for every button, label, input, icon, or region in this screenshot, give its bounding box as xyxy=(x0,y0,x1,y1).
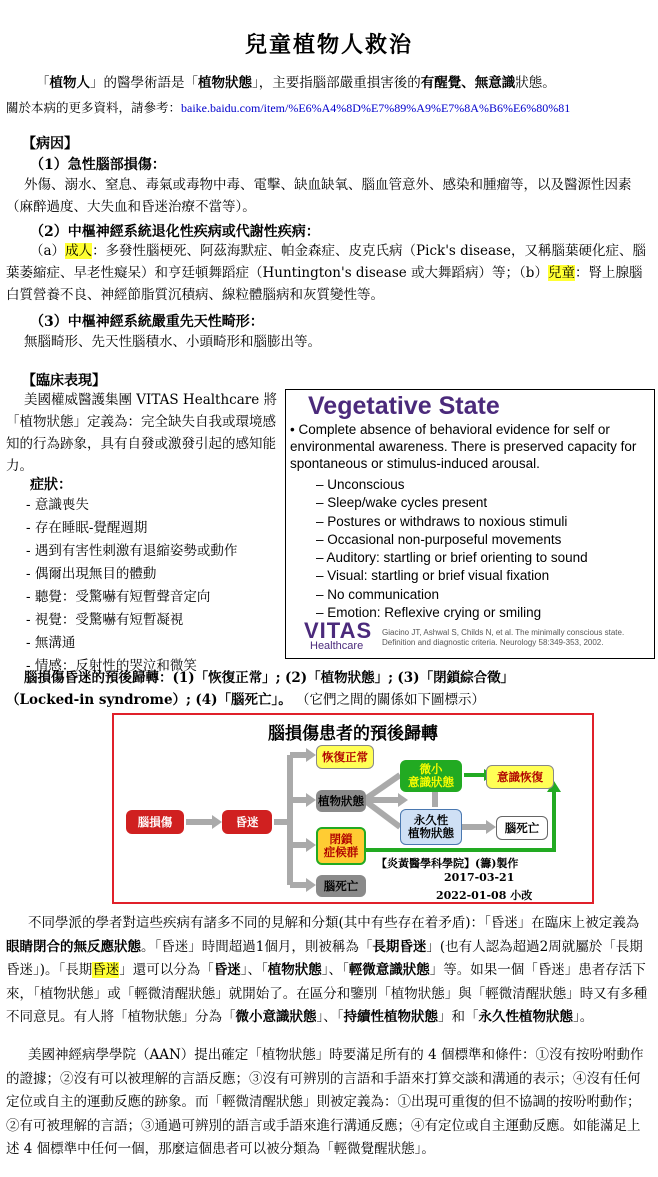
prognosis-diagram xyxy=(112,713,594,904)
symptom-item: - 情感：反射性的哭泣和微笑 xyxy=(26,658,197,674)
reference-line xyxy=(6,96,652,120)
adult-causes: ：多發性腦梗死、阿茲海默症、帕金森症、皮克氏病（Pick's disease，又稱腦葉硬化症、腦葉萎縮症、早老性癡呆）和亨廷頓舞蹈症（Huntington's disease 或大舞蹈病）等；（b） xyxy=(6,243,646,281)
vitas-item: – Emotion: Reflexive crying or smiling xyxy=(316,605,542,621)
cause-1-text: 外傷、溺水、窒息、毒氣或毒物中毒、電擊、缺血缺氧、腦血管意外、感染和腫瘤等，以及醫源性因素（麻醉過度、大失血和昏迷治療不當等）。 xyxy=(6,177,632,215)
aan-criteria-paragraph: 美國神經病學學院（AAN）提出確定「植物狀態」時要滿足所有的 4 個標準和條件：①沒有按吩咐動作的證據；②沒有可以被理解的言語反應；③沒有可辨別的言語和手語來打算交談和溝通的表示；④沒有任何定位或自主的運動反應的跡象。而「輕微清醒狀態」則被定義為：①出現可重復的但不協調的按吩咐動作；②有可被理解的言語；③通過可辨別的語言或手語來進行溝通反應；④有定位或自主運動反應。如能滿足上述 4 個標準中任何一個，那麼這個患者可以被分類為「輕微覺醒狀態」。 xyxy=(6,1047,644,1157)
page-title: 兒童植物人救治 xyxy=(244,32,413,58)
term-awake-unconscious: 有醒覺、無意識 xyxy=(420,75,516,91)
intro-text: 」，主要指腦部嚴重損害後的 xyxy=(252,75,421,91)
para-text: 」和「 xyxy=(438,1009,479,1025)
child-highlight: 兒童 xyxy=(547,265,575,281)
clinical-text: 美國權威醫護集團 VITAS Healthcare 將「植物狀態」定義為：完全缺失自我或環境感知的行為跡象，具有自發或激發引起的感知能力。 xyxy=(6,392,278,474)
reference-label: 關於本病的更多資料，請參考： xyxy=(6,100,182,115)
symptom-item: - 無溝通 xyxy=(26,635,76,651)
node-permanent-vegetative: 永久性 植物狀態 xyxy=(400,809,462,845)
vitas-item: – Unconscious xyxy=(316,477,405,492)
symptom-item: - 偶爾出現無目的體動 xyxy=(26,566,157,582)
node-locked-in: 閉鎖 症候群 xyxy=(316,827,366,865)
vitas-info-box xyxy=(285,389,655,659)
child-causes: ：腎上腺腦白質營養不良、神經節脂質沉積病、線粒體腦病和灰質變性等。 xyxy=(6,265,643,303)
classification-paragraph xyxy=(6,912,652,1030)
para-text: 」還可以分為「 xyxy=(119,962,214,978)
para-text: 」。 xyxy=(573,1009,594,1025)
intro-text: 」的醫學術語是「 xyxy=(90,75,198,91)
node-brain-death: 腦死亡 xyxy=(316,875,366,897)
para-bold: 永久性植物狀態 xyxy=(478,1009,573,1025)
para-bold: 持續性植物狀態 xyxy=(343,1009,438,1025)
symptom-item: - 意識喪失 xyxy=(26,497,89,513)
intro-text: 「 xyxy=(36,75,50,91)
prognosis-note: （它們之間的關係如下圖標示） xyxy=(296,692,486,708)
prognosis-outcome: (3)「閉鎖綜合徵」 xyxy=(397,670,515,686)
diagram-date: 2017-03-21 xyxy=(444,871,515,884)
para-bold: 昏迷 xyxy=(213,962,241,978)
para-text: 」、「 xyxy=(316,1009,344,1025)
vitas-logo-sub: Healthcare xyxy=(310,640,364,652)
vitas-citation: Giacino JT, Ashwal S, Childs N, et al. The minimally conscious state. Definition and diagnostic criteria. Neurology 58:349-353, 2002. xyxy=(382,628,625,647)
prognosis-outcome: (4)「腦死亡」。 xyxy=(195,692,292,708)
para-text: 」、「 xyxy=(240,962,268,978)
diagram-date-revised: 2022-01-08 小改 xyxy=(436,889,533,902)
para-bold: 眼睛閉合的無反應狀態 xyxy=(6,938,141,955)
prognosis-line-2 xyxy=(6,689,652,712)
prognosis-outcome: (2)「植物狀態」; xyxy=(284,670,394,686)
node-recover: 恢復正常 xyxy=(316,745,374,769)
intro-paragraph xyxy=(6,72,652,95)
node-coma: 昏迷 xyxy=(222,810,272,834)
para-text: 」等。如果一個「昏迷」患者存活下來，「植物狀態」或「輕微清醒狀態」就開始了。在區分和鑒別「植物狀態」與「輕微清醒狀態」時又有多種不同意見。有人將「植物狀態」分為「 xyxy=(6,962,648,1025)
prognosis-line xyxy=(6,667,652,690)
cause-3-text: 無腦畸形、先天性腦積水、小頭畸形和腦膨出等。 xyxy=(24,334,321,350)
vitas-item: – Occasional non-purposeful movements xyxy=(316,531,562,547)
node-consciousness-recovery: 意識恢復 xyxy=(486,765,554,789)
vitas-item: – No communication xyxy=(316,586,440,602)
diagram-title: 腦損傷患者的預後歸轉 xyxy=(268,724,438,744)
para-text: 。「昏迷」時間超過1個月，則被稱為「 xyxy=(141,938,373,955)
cause-2-a: （a） xyxy=(30,243,66,259)
diagram-credit: 【炎黃醫學科學院】(籌)製作 xyxy=(376,857,519,870)
prognosis-outcome: (1)「恢復正常」; xyxy=(172,670,281,686)
cause-1-title: （1）急性腦部損傷： xyxy=(30,157,166,173)
vitas-description: • Complete absence of behavioral evidence for self or environmental awareness. There is preserved capacity for spontaneous or stimulus-induced arousal. xyxy=(290,422,637,471)
vitas-list xyxy=(316,476,588,622)
node-brain-death-2: 腦死亡 xyxy=(496,816,548,840)
para-bold: 長期昏迷 xyxy=(372,938,427,955)
prognosis-outcome-en: （Locked-in syndrome）; xyxy=(6,692,192,708)
cause-2-title: （2）中樞神經系統退化性疾病或代謝性疾病： xyxy=(30,224,320,240)
cause-3-title: （3）中樞神經系統嚴重先天性畸形： xyxy=(30,314,264,330)
cause-2-text xyxy=(6,240,646,306)
symptom-title: 症狀： xyxy=(30,477,72,493)
vitas-logo: VITAS xyxy=(304,618,373,643)
term-vegetative-state: 植物狀態 xyxy=(198,75,252,91)
node-minimal-consciousness: 微小 意識狀態 xyxy=(400,760,462,792)
vitas-item: – Visual: startling or brief visual fixation xyxy=(316,568,550,584)
para-bold: 植物狀態 xyxy=(267,962,322,978)
vitas-item: – Sleep/wake cycles present xyxy=(316,495,488,511)
symptom-item: - 遇到有害性刺激有退縮姿勢或動作 xyxy=(26,543,238,559)
symptom-item: - 存在睡眠-覺醒週期 xyxy=(26,520,148,536)
vitas-item: – Postures or withdraws to noxious stimuli xyxy=(316,513,568,529)
vitas-title: Vegetative State xyxy=(308,392,500,420)
para-text: 不同學派的學者對這些疾病有諸多不同的見解和分類(其中有些存在着矛盾)：「昏迷」在臨床上被定義為 xyxy=(28,915,640,931)
prognosis-lead: 腦損傷昏迷的預後歸轉： xyxy=(24,670,173,686)
clinical-heading: 【臨床表現】 xyxy=(22,373,106,389)
para-highlight: 昏迷 xyxy=(92,962,120,978)
para-bold: 輕微意識狀態 xyxy=(348,962,430,978)
node-brain-injury: 腦損傷 xyxy=(126,810,184,834)
reference-link[interactable]: baike.baidu.com/item/%E6%A4%8D%E7%89%A9%E7%8A%B6%E6%80%81 xyxy=(181,101,571,115)
adult-highlight: 成人 xyxy=(65,243,93,259)
node-vegetative: 植物狀態 xyxy=(316,790,366,812)
para-text: 」(也有人認為超過2周就屬於「長期昏迷」)。「長期 xyxy=(6,938,643,978)
symptom-item: - 視覺：受驚嚇有短暫凝視 xyxy=(26,612,184,628)
para-bold: 微小意識狀態 xyxy=(235,1009,317,1025)
symptom-item: - 聽覺：受驚嚇有短暫聲音定向 xyxy=(26,589,211,605)
intro-text: 狀態。 xyxy=(515,75,556,91)
cause-heading: 【病因】 xyxy=(22,136,78,152)
vitas-item: – Auditory: startling or brief orienting to sound xyxy=(316,550,588,566)
para-text: 」、「 xyxy=(321,962,349,978)
term-vegetative-person: 植物人 xyxy=(49,75,90,91)
